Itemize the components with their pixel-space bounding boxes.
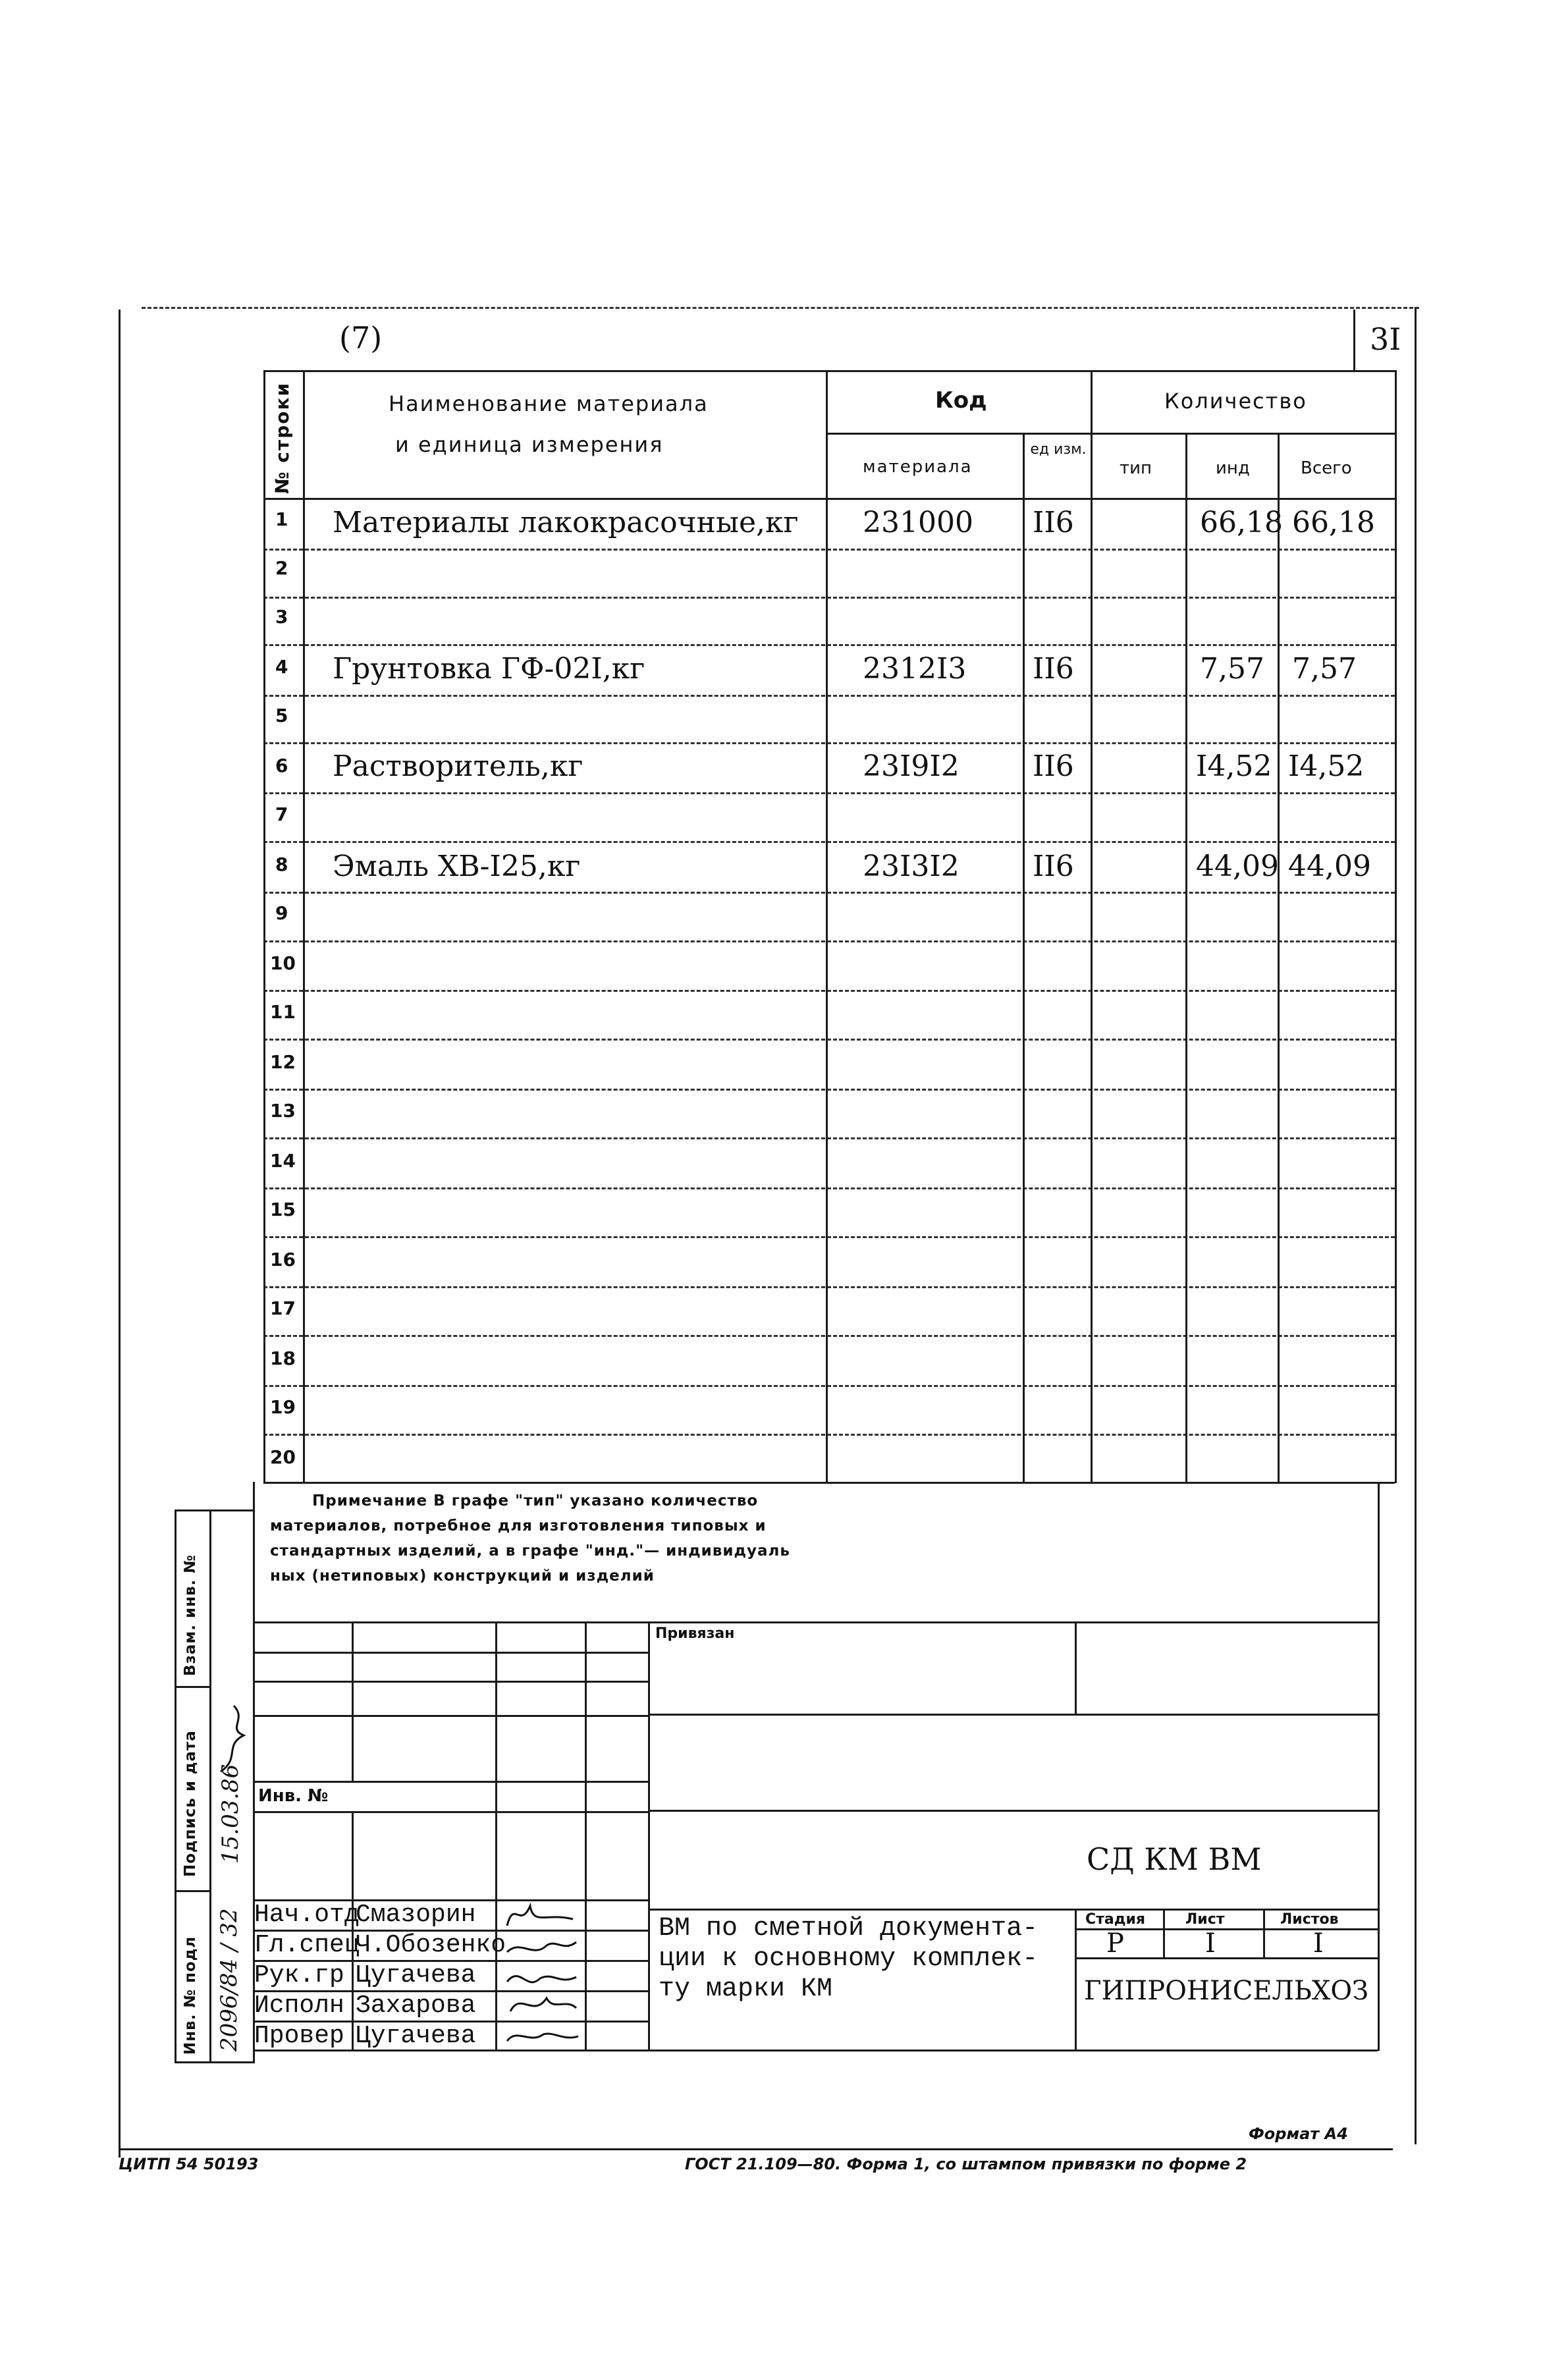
row-number: 14 <box>270 1150 296 1172</box>
side-sign-date: Подпись и дата <box>182 1730 199 1877</box>
note-line: ных (нетиповых) конструкций и изделий <box>270 1567 655 1585</box>
note-line: Примечание В графе "тип" указано количество <box>312 1492 759 1509</box>
row-number: 6 <box>275 755 288 776</box>
row-number: 5 <box>275 705 288 726</box>
row-number: 17 <box>270 1297 296 1319</box>
table-bottom <box>263 1482 1395 1484</box>
table-row-name: Материалы лакокрасочные,кг <box>333 506 799 539</box>
header-qty-total: Всего <box>1301 458 1352 478</box>
header-code-material: материала <box>863 457 973 477</box>
table-row-ind: I4,52 <box>1196 749 1272 783</box>
note-line: стандартных изделий, а в графе "инд."— индивидуаль <box>270 1542 790 1560</box>
header-qty-type: тип <box>1120 458 1152 478</box>
table-top <box>263 370 1395 372</box>
table-row-unit: II6 <box>1033 652 1074 686</box>
col-rownum-left <box>263 370 265 1483</box>
table-row-name: Эмаль ХВ-I25,кг <box>333 850 581 883</box>
frame-left <box>119 310 121 2158</box>
table-row-ind: 7,57 <box>1200 652 1264 686</box>
row-number: 4 <box>275 656 288 678</box>
row-number: 3 <box>275 606 288 628</box>
header-qty-ind: инд <box>1216 458 1250 478</box>
row-number: 12 <box>270 1051 296 1073</box>
table-row-code: 2312I3 <box>863 652 967 686</box>
page-number: 3I <box>1370 321 1401 357</box>
row-number: 1 <box>275 508 288 530</box>
table-row-name: Растворитель,кг <box>333 749 583 783</box>
sheet-mark: (7) <box>339 320 383 356</box>
side-inv-orig-value: 2096/84 / 32 <box>216 1908 242 2051</box>
stamp-sheets-label: Листов <box>1280 1911 1339 1928</box>
header-code: Код <box>935 387 987 414</box>
stamp-organization: ГИПРОНИСЕЛЬХОЗ <box>1084 1976 1369 2006</box>
table-row-ind: 66,18 <box>1200 506 1283 539</box>
staff-signatures <box>500 1899 582 2051</box>
stamp-title: ту марки КМ <box>659 1974 833 2004</box>
frame-right <box>1415 307 1417 2144</box>
table-row-code: 231000 <box>863 506 973 539</box>
header-bottom <box>263 498 1395 500</box>
stamp-title: ВМ по сметной документа- <box>659 1914 1039 1943</box>
row-number: 15 <box>270 1199 296 1220</box>
header-row-number: № строки <box>271 381 293 494</box>
footer-format: Формат А4 <box>1249 2125 1348 2143</box>
row-number: 19 <box>270 1396 296 1418</box>
stamp-privyazan: Привязан <box>655 1625 735 1642</box>
stamp-stage-value: Р <box>1106 1928 1124 1959</box>
footer-right: ГОСТ 21.109—80. Форма 1, со штампом привязки по форме 2 <box>685 2155 1247 2173</box>
staff-name: Цугачева <box>356 2022 476 2050</box>
table-row-code: 23I9I2 <box>863 749 960 783</box>
staff-role: Рук.гр <box>254 1961 344 1990</box>
stamp-inv-no: Инв. № <box>258 1786 329 1806</box>
side-vzam-inv: Взам. инв. № <box>182 1554 199 1676</box>
stamp-stage-label: Стадия <box>1085 1911 1146 1928</box>
frame-top <box>142 307 1419 309</box>
row-number: 7 <box>275 803 288 825</box>
page-number-box <box>1353 310 1355 370</box>
side-signature <box>214 1699 254 1778</box>
frame-bottom <box>119 2148 1393 2150</box>
staff-name: Цугачева <box>356 1961 476 1990</box>
table-row-total: 7,57 <box>1292 652 1357 686</box>
table-row-ind: 44,09 <box>1196 850 1279 883</box>
table-row-unit: II6 <box>1033 506 1074 539</box>
staff-name: Смазорин <box>356 1901 476 1929</box>
row-number: 10 <box>270 952 296 974</box>
table-row-total: I4,52 <box>1288 749 1365 783</box>
table-row-total: 44,09 <box>1288 850 1371 883</box>
row-number: 16 <box>270 1249 296 1270</box>
header-name-line1: Наименование материала <box>389 391 709 416</box>
staff-role: Нач.отд <box>254 1901 360 1929</box>
table-row-name: Грунтовка ГФ-02I,кг <box>333 652 645 686</box>
staff-role: Гл.спец <box>254 1931 360 1959</box>
header-quantity: Количество <box>1164 389 1307 414</box>
header-code-unit: ед изм. <box>1030 441 1087 458</box>
row-number: 18 <box>270 1347 296 1369</box>
staff-name: Захарова <box>356 1992 476 2020</box>
stamp-sheet-value: I <box>1205 1928 1216 1959</box>
row-number: 9 <box>275 902 288 924</box>
row-number: 8 <box>275 854 288 875</box>
side-date-value: 15.03.86 <box>217 1764 244 1864</box>
table-row-code: 23I3I2 <box>863 850 960 883</box>
table-row-total: 66,18 <box>1292 506 1375 539</box>
stamp-designation: СД КМ ВМ <box>1087 1841 1262 1877</box>
note-line: материалов, потребное для изготовления типовых и <box>270 1517 767 1535</box>
header-name-line2: и единица измерения <box>395 432 664 457</box>
row-number: 2 <box>275 557 288 579</box>
footer-left: ЦИТП 54 50193 <box>119 2155 259 2173</box>
staff-role: Исполн <box>254 1992 344 2020</box>
table-row-unit: II6 <box>1033 749 1074 783</box>
stamp-sheets-value: I <box>1313 1928 1324 1959</box>
stamp-title: ции к основному комплек- <box>659 1944 1039 1974</box>
stamp-sheet-label: Лист <box>1185 1911 1225 1928</box>
table-row-unit: II6 <box>1033 850 1074 883</box>
row-number: 11 <box>270 1001 296 1023</box>
staff-role: Провер <box>254 2022 344 2050</box>
side-inv-orig: Инв. № подл <box>182 1936 199 2055</box>
row-number: 13 <box>270 1100 296 1122</box>
staff-name: Ч.Обозенко <box>356 1931 506 1959</box>
row-number: 20 <box>270 1446 296 1468</box>
